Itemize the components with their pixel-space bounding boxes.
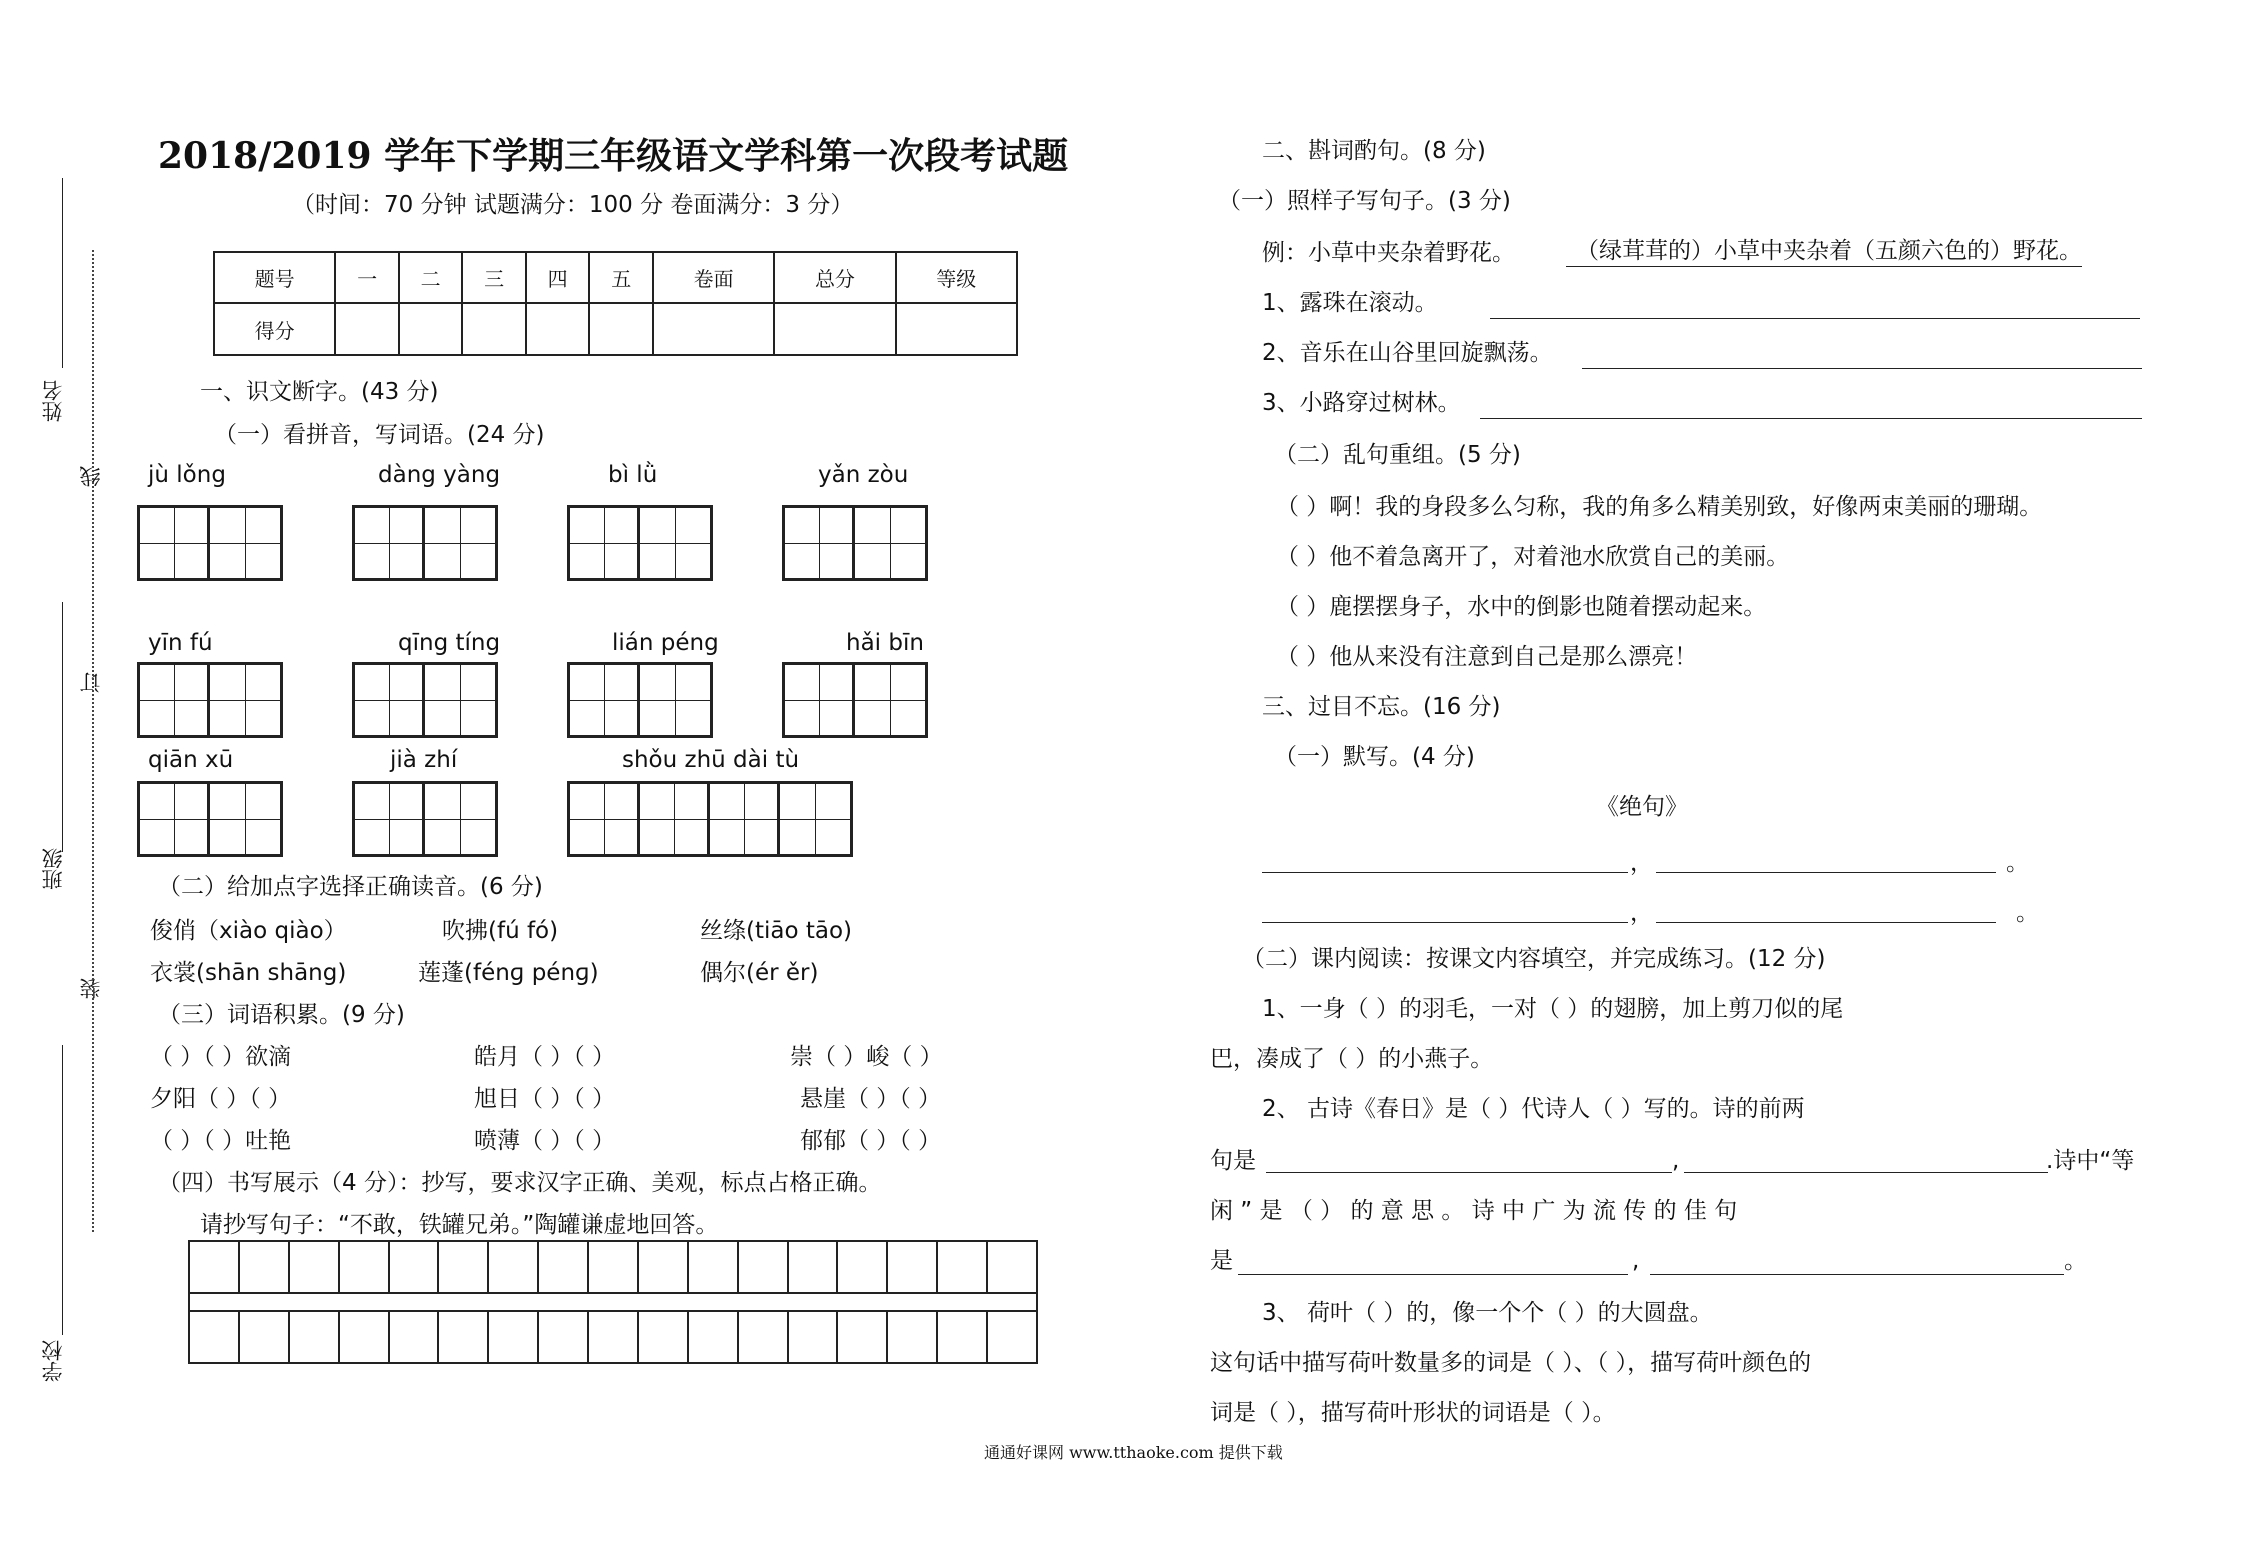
score-header-cell: 卷面 (653, 252, 774, 303)
pinyin-label: shǒu zhū dài tù (622, 747, 800, 773)
idiom-item: 悬崖（ ）（ ） (800, 1086, 942, 1112)
score-cell[interactable] (335, 303, 399, 355)
writing-grid[interactable] (567, 505, 713, 581)
s3-part1-heading: （一）默写。(4 分) (1274, 744, 1475, 770)
pinyin-label: bì lǜ (608, 462, 658, 488)
score-cell[interactable] (462, 303, 526, 355)
idiom-item: 夕阳（ ）（ ） (150, 1086, 292, 1112)
pronunciation-item: 衣裳(shān shāng) (150, 960, 347, 986)
writing-grid[interactable] (567, 781, 853, 857)
rewrite-item: 1、露珠在滚动。 (1262, 290, 1438, 316)
poem-period: 。 (2016, 900, 2039, 926)
score-cell[interactable] (653, 303, 774, 355)
score-header-cell: 一 (335, 252, 399, 303)
s2-part2-heading: （二）乱句重组。(5 分) (1274, 442, 1521, 468)
pinyin-label: yīn fú (148, 630, 213, 656)
answer-line[interactable] (1238, 1274, 1628, 1275)
pronunciation-item: 吹拂(fú fó) (442, 918, 559, 944)
copy-writing-grid[interactable] (188, 1240, 1038, 1364)
exam-info: （时间：70 分钟 试题满分：100 分 卷面满分：3 分） (292, 192, 854, 218)
poem-comma: ， (1630, 850, 1653, 876)
writing-grid[interactable] (137, 505, 283, 581)
idiom-item: 郁郁（ ）（ ） (800, 1128, 942, 1154)
score-header-cell: 三 (462, 252, 526, 303)
idiom-item: 皓月（ ）（ ） (474, 1044, 616, 1070)
s3-part2-heading: （二）课内阅读：按课文内容填空，并完成练习。(12 分) (1242, 946, 1826, 972)
score-cell[interactable] (526, 303, 590, 355)
poem-comma: ， (1630, 900, 1653, 926)
score-cell[interactable] (774, 303, 895, 355)
reading-q2-line3: 闲 ” 是 （ ） 的 意 思 。 诗 中 广 为 流 传 的 佳 句 (1210, 1198, 1738, 1224)
writing-grid[interactable] (137, 781, 283, 857)
pinyin-label: hǎi bīn (846, 630, 924, 656)
pinyin-label: jià zhí (390, 747, 458, 773)
reorder-item: （ ）鹿摆摆身子，水中的倒影也随着摆动起来。 (1276, 594, 1767, 620)
idiom-item: 喷薄（ ）（ ） (474, 1128, 616, 1154)
answer-line[interactable] (1480, 418, 2142, 419)
score-cell[interactable] (399, 303, 463, 355)
reading-q1-line1: 1、一身（ ）的羽毛，一对（ ）的翅膀，加上剪刀似的尾 (1262, 996, 1844, 1022)
section1-heading: 一、识文断字。(43 分) (200, 379, 439, 405)
writing-grid[interactable] (352, 662, 498, 738)
score-header-cell: 题号 (214, 252, 335, 303)
comma: , (1672, 1148, 1680, 1174)
footer-source: 通通好课网 www.tthaoke.com 提供下载 (984, 1443, 1283, 1462)
comma: , (1632, 1248, 1640, 1274)
s1-part1-heading: （一）看拼音，写词语。(24 分) (214, 422, 545, 448)
writing-grid[interactable] (352, 781, 498, 857)
poem-title: 《绝句》 (1596, 794, 1688, 820)
pronunciation-item: 俊俏（xiào qiào） (150, 918, 347, 944)
score-header-cell: 五 (589, 252, 653, 303)
poem-line[interactable] (1262, 872, 1628, 873)
reading-q2-line2-label: 句是 (1210, 1148, 1256, 1174)
score-header-cell: 等级 (896, 252, 1017, 303)
section3-heading: 三、过目不忘。(16 分) (1262, 694, 1501, 720)
page-title: 2018/2019 学年下学期三年级语文学科第一次段考试题 (158, 135, 1069, 177)
pinyin-label: yǎn zòu (818, 462, 909, 488)
s2-part1-heading: （一）照样子写句子。(3 分) (1218, 188, 1511, 214)
pinyin-label: lián péng (612, 630, 719, 656)
reading-q3-line1: 3、 荷叶（ ）的，像一个个（ ）的大圆盘。 (1262, 1300, 1713, 1326)
pinyin-label: qīng tíng (398, 630, 501, 656)
score-header-cell: 二 (399, 252, 463, 303)
answer-line[interactable] (1490, 318, 2140, 319)
reorder-item: （ ）他不着急离开了，对着池水欣赏自己的美丽。 (1276, 544, 1790, 570)
copy-sentence: 请抄写句子：“不敢，铁罐兄弟。”陶罐谦虚地回答。 (200, 1212, 719, 1238)
writing-grid[interactable] (137, 662, 283, 738)
writing-grid[interactable] (782, 662, 928, 738)
reading-q3-line2: 这句话中描写荷叶数量多的词是（ ）、（ ），描写荷叶颜色的 (1210, 1350, 1812, 1376)
pinyin-label: dàng yàng (378, 462, 501, 488)
reading-q2-line1: 2、 古诗《春日》是（ ）代诗人（ ）写的。诗的前两 (1262, 1096, 1805, 1122)
writing-grid[interactable] (567, 662, 713, 738)
answer-line[interactable] (1684, 1172, 2048, 1173)
score-header-cell: 四 (526, 252, 590, 303)
poem-line[interactable] (1262, 922, 1628, 923)
example-answer: （绿茸茸的）小草中夹杂着（五颜六色的）野花。 (1566, 236, 2082, 267)
rewrite-item: 2、音乐在山谷里回旋飘荡。 (1262, 340, 1553, 366)
section2-heading: 二、斟词酌句。(8 分) (1262, 138, 1486, 164)
example-label: 例：小草中夹杂着野花。 (1262, 240, 1515, 266)
answer-line[interactable] (1650, 1274, 2064, 1275)
s1-part4-heading: （四）书写展示（4 分）：抄写，要求汉字正确、美观，标点占格正确。 (158, 1170, 882, 1196)
pronunciation-item: 莲蓬(fénɡ pénɡ) (418, 960, 599, 986)
writing-grid[interactable] (782, 505, 928, 581)
period: 。 (2064, 1248, 2087, 1274)
binding-line-mid1 (62, 602, 63, 852)
idiom-item: 崇（ ）峻（ ） (790, 1044, 943, 1070)
idiom-item: 旭日（ ）（ ） (474, 1086, 616, 1112)
pronunciation-item: 丝绦(tiāo tāo) (700, 918, 853, 944)
name-label: 姓名 (41, 380, 65, 422)
score-cell[interactable] (896, 303, 1017, 355)
pronunciation-item: 偶尔(ér ěr) (700, 960, 819, 986)
reading-q1-line2: 巴，凑成了（ ）的小燕子。 (1210, 1046, 1494, 1072)
binding-line-mid2 (62, 1045, 63, 1335)
answer-line[interactable] (1266, 1172, 1672, 1173)
score-header-cell: 总分 (774, 252, 895, 303)
reading-q3-line3: 词是（ ），描写荷叶形状的词语是（ ）。 (1210, 1400, 1616, 1426)
reorder-item: （ ）他从来没有注意到自己是那么漂亮！ (1276, 644, 1698, 670)
class-label: 班级 (41, 848, 65, 890)
writing-grid[interactable] (352, 505, 498, 581)
rewrite-item: 3、小路穿过树林。 (1262, 390, 1461, 416)
score-table (213, 251, 1018, 356)
idiom-item: （ ）（ ）吐艳 (150, 1128, 292, 1154)
binding-dotted-line (92, 250, 94, 1232)
reorder-item: （ ）啊！我的身段多么匀称，我的角多么精美别致，好像两束美丽的珊瑚。 (1276, 494, 2043, 520)
reading-q2-line2-tail: .诗中“等 (2046, 1148, 2135, 1174)
order-label: 订 (79, 672, 103, 693)
poem-line[interactable] (1656, 872, 1996, 873)
line-label: 线 (79, 466, 103, 487)
reading-q2-line4-label: 是 (1210, 1248, 1233, 1274)
reading-q2-tail-text: 诗中“等 (2053, 1148, 2135, 1174)
bind-label: 装 (79, 978, 103, 999)
s1-part2-heading: （二）给加点字选择正确读音。(6 分) (158, 874, 543, 900)
school-label: 学校 (41, 1340, 65, 1382)
pinyin-label: jù lǒng (148, 462, 226, 488)
idiom-item: （ ）（ ）欲滴 (150, 1044, 292, 1070)
s1-part3-heading: （三）词语积累。(9 分) (158, 1002, 405, 1028)
score-row-label: 得分 (214, 303, 335, 355)
pinyin-label: qiān xū (148, 747, 234, 773)
poem-period: 。 (2006, 850, 2029, 876)
answer-line[interactable] (1582, 368, 2142, 369)
binding-line-top (62, 178, 63, 368)
score-cell[interactable] (589, 303, 653, 355)
poem-line[interactable] (1656, 922, 1996, 923)
